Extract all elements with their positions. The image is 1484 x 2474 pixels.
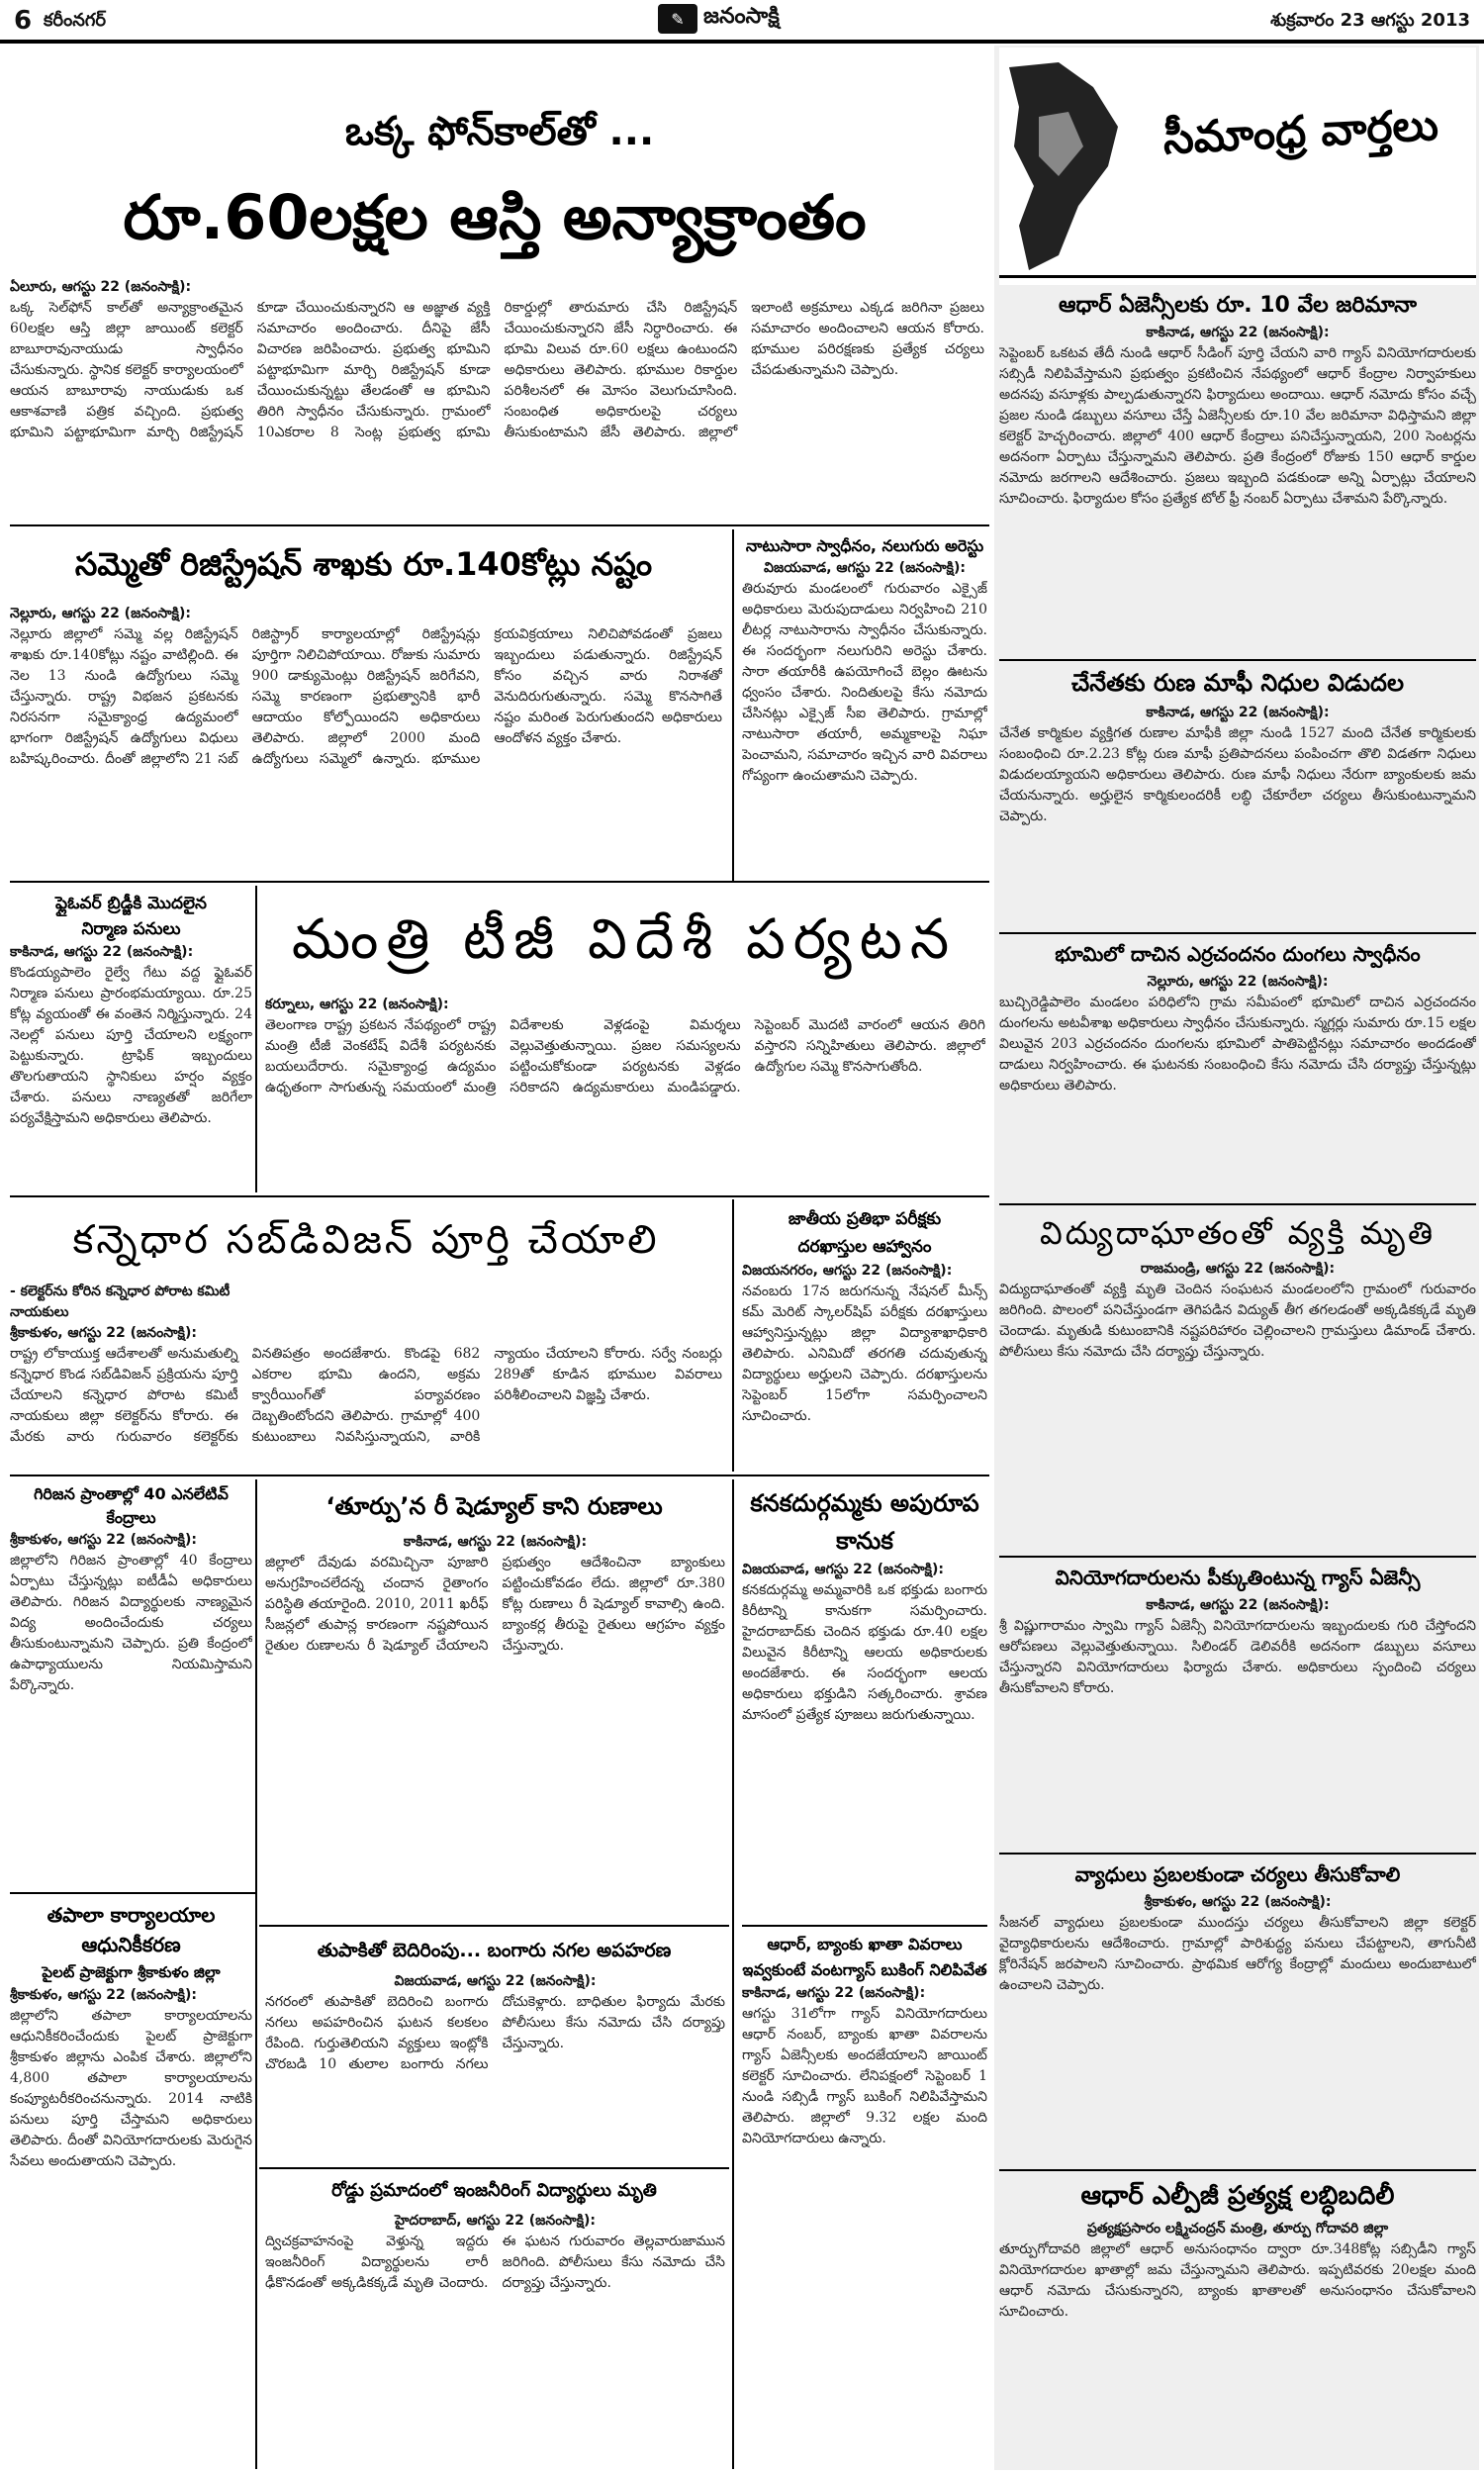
masthead-logo <box>658 4 780 34</box>
story-body: బుచ్చిరెడ్డిపాలెం మండలం పరిధిలోని గ్రామ సమీపంలో భూమిలో దాచిన ఎర్రచందనం దుంగలను అటవీశాఖ అధికారులు స్వాధీనం చేసుకున్నారు. స్మగ్లర్లు సుమారు రూ.15 లక్షల విలువైన 203 ఎర్రచందనం దుంగలను భూమిలో పాతిపెట్టినట్లు సమాచారం అందడంతో దాడులు నిర్వహించారు. ఈ ఘటనకు సంబంధించి కేసు నమోదు చేసి దర్యాప్తు చేస్తున్నట్లు అధికారులు తెలిపారు. <box>999 995 1476 1094</box>
dateline: కాకినాడ, ఆగస్టు 22 (జనంసాక్షి): <box>1146 1597 1330 1613</box>
header-rule <box>0 40 1484 44</box>
dateline: శ్రీకాకుళం, ఆగస్టు 22 (జనంసాక్షి): <box>10 1532 197 1548</box>
loans-story <box>265 1532 725 1918</box>
divider <box>999 1853 1476 1855</box>
story-body: శ్రీ విష్ణుగారామం స్వామి గ్యాస్‌ ఏజెన్సీ వినియోగదారులను ఇబ్బందులకు గురి చేస్తోందని ఆరోపణలు వెల్లువెత్తుతున్నాయి. సిలిండర్‌ డెలివరీకి అదనంగా డబ్బులు వసూలు చేస్తున్నారని వినియోగదారులు ఫిర్యాదు చేశారు. అధికారులు స్పందించి చర్యలు తీసుకోవాలని కోరారు. <box>999 1618 1476 1696</box>
sidebar-story-handloom-loans <box>999 663 1476 931</box>
story-kicker: జాతీయ ప్రతిభా పరీక్షకు <box>788 1209 942 1229</box>
story-body: సీజనల్‌ వ్యాధులు ప్రబలకుండా ముందస్తు చర్యలు తీసుకోవాలని జిల్లా కలెక్టర్‌ వైద్యాధికారులను ఆదేశించారు. గ్రామాల్లో పారిశుద్ధ్య పనులు చేపట్టాలని, తాగునీటి క్లోరినేషన్‌ జరపాలని సూచించారు. ప్రాథమిక ఆరోగ్య కేంద్రాల్లో మందులు అందుబాటులో ఉంచాలని చెప్పారు. <box>999 1915 1476 1993</box>
dateline: విజయవాడ, ఆగస్టు 22 (జనంసాక్షి): <box>742 1562 944 1577</box>
story-kicker: పైలట్‌ ప్రాజెక్టుగా శ్రీకాకుళం జిల్లా <box>42 1963 221 1981</box>
minister-headline: మంత్రి టీజీ విదేశీ పర్యటన <box>291 907 958 972</box>
story-body: తూర్పుగోదావరి జిల్లాలో ఆధార్‌ అనుసంధానం ద్వారా రూ.348కోట్ల సబ్సిడీని గ్యాస్‌ వినియోగదారుల ఖాతాల్లో జమ చేస్తున్నామని తెలిపారు. ఇప్పటివరకు 20లక్షల మంది ఆధార్‌ నమోదు చేసుకున్నారని, బ్యాంకు ఖాతాలతో అనుసంధానం చేసుకోవాలని సూచించారు. <box>999 2241 1476 2320</box>
story-kicker: - కలెక్టర్‌ను కోరిన కన్నెధార పోరాట కమిటీ నాయకులు <box>10 1284 231 1320</box>
registration-story <box>10 604 722 871</box>
story-headline: తపాలా కార్యాలయాల ఆధునికీకరణ <box>46 1903 216 1956</box>
issue-date: శుక్రవారం 23 ఆగస్టు 2013 <box>1270 10 1470 31</box>
story-body: విద్యుదాఘాతంతో వ్యక్తి మృతి చెందిన సంఘటన మండలంలోని గ్రామంలో గురువారం జరిగింది. పొలంలో పనిచేస్తుండగా తెగిపడిన విద్యుత్‌ తీగ తగలడంతో అక్కడికక్కడే మృతి చెందాడు. మృతుడి కుటుంబానికి నష్టపరిహారం చెల్లించాలని గ్రామస్తులు డిమాండ్‌ చేశారు. పోలీసులు కేసు నమోదు చేసి దర్యాప్తు చేస్తున్నారు. <box>999 1282 1476 1360</box>
story-body: ద్విచక్రవాహనంపై వెళ్తున్న ఇద్దరు ఇంజనీరింగ్‌ విద్యార్థులను లారీ ఢీకొనడంతో అక్కడికక్కడే మృతి చెందారు. ఈ ఘటన గురువారం తెల్లవారుజామున జరిగింది. పోలీసులు కేసు నమోదు చేసి దర్యాప్తు చేస్తున్నారు. <box>265 2234 725 2291</box>
story-headline: కనకదుర్గమ్మకు అపురూప కానుక <box>750 1489 979 1555</box>
story-kicker: ఫ్లైఓవర్‌ బ్రిడ్జీకి మొదలైన <box>55 894 207 913</box>
dateline: విజయనగరం, ఆగస్టు 22 (జనంసాక్షి): <box>742 1263 953 1279</box>
dateline: కాకినాడ, ఆగస్టు 22 (జనంసాక్షి): <box>10 944 194 960</box>
divider <box>10 1475 989 1476</box>
divider <box>10 1195 989 1197</box>
column-rule <box>732 1479 734 2469</box>
state-map-icon <box>999 57 1128 275</box>
story-body: ఒక్క సెల్‌ఫోన్‌ కాల్‌తో అన్యాక్రాంతమైన 60లక్షల ఆస్తి జిల్లా జాయింట్‌ కలెక్టర్‌ బాబూరావునాయుడు స్వాధీనం చేసుకున్నారు. స్థానిక కలెక్టర్‌ కార్యాలయంలో ఆయన బాబూరావు నాయుడుకు ఒక ఆకాశవాణి పత్రిక వచ్చింది. ప్రభుత్వ భూమిని పట్టాభూమిగా మార్చి రిజిస్ట్రేషన్‌ కూడా చేయించుకున్నారని ఆ అజ్ఞాత వ్యక్తి సమాచారం అందించారు. దీనిపై జేసీ విచారణ జరిపించారు. ప్రభుత్వ భూమిని పట్టాభూమిగా మార్చి రిజిస్ట్రేషన్‌ కూడా చేయించుకున్నట్టు తేలడంతో ఆ భూమిని తిరిగి స్వాధీనం చేసుకున్నారు. గ్రామంలో 10ఎకరాల 8 సెంట్ల ప్రభుత్వ భూమి రికార్డుల్లో తారుమారు చేసి రిజిస్ట్రేషన్‌ చేయించుకున్నారని జేసీ నిర్ధారించారు. ఈ భూమి విలువ రూ.60 లక్షలు ఉంటుందని అధికారులు తెలిపారు. భూముల రికార్డుల పరిశీలనలో ఈ మోసం వెలుగుచూసింది. సంబంధిత అధికారులపై చర్యలు తీసుకుంటామని జేసీ తెలిపారు. జిల్లాలో ఇలాంటి అక్రమాలు ఎక్కడ జరిగినా ప్రజలు సమాచారం అందించాలని ఆయన కోరారు. భూముల పరిరక్షణకు ప్రత్యేక చర్యలు చేపడుతున్నామని చెప్పారు. <box>10 300 984 440</box>
story-body: కొండయ్యపాలెం రైల్వే గేటు వద్ద ఫ్లైఓవర్‌ నిర్మాణ పనులు ప్రారంభమయ్యాయి. రూ.25 కోట్ల వ్యయంతో ఈ వంతెన నిర్మిస్తున్నారు. 24 నెలల్లో పనులు పూర్తి చేయాలని లక్ష్యంగా పెట్టుకున్నారు. ట్రాఫిక్‌ ఇబ్బందులు తొలగుతాయని స్థానికులు హర్షం వ్యక్తం చేశారు. పనులు నాణ్యతతో జరిగేలా పర్యవేక్షిస్తామని అధికారులు తెలిపారు. <box>10 965 252 1126</box>
story-headline: ఆధార్‌ ఏజెన్సీలకు రూ. 10 వేల జరిమానా <box>1058 293 1418 318</box>
registration-headline: సమ్మెతో రిజిస్ట్రేషన్‌ శాఖకు రూ.140కోట్లు నష్టం <box>74 545 653 583</box>
sidebar-story-diseases <box>999 1856 1476 2162</box>
sidebar-story-lpg-dbt <box>999 2173 1476 2447</box>
dateline: కాకినాడ, ఆగస్టు 22 (జనంసాక్షి): <box>403 1534 588 1550</box>
story-headline: ఆధార్‌ ఎల్పీజీ ప్రత్యక్ష లబ్ధిబదిలీ <box>1080 2181 1395 2211</box>
dateline: రాజమండ్రి, ఆగస్టు 22 (జనంసాక్షి): <box>1140 1261 1336 1277</box>
column-rule <box>732 529 734 881</box>
dateline: శ్రీకాకుళం, ఆగస్టు 22 (జనంసాక్షి): <box>1144 1894 1332 1910</box>
story-body: జిల్లాలో దేవుడు వరమిచ్చినా పూజారి అనుగ్రహించలేదన్న చందాన రైతాంగం పరిస్థితి తయారైంది. 2010, 2011 ఖరీఫ్‌ సీజన్లలో తుపాన్ల కారణంగా నష్టపోయిన రైతుల రుణాలను రీ షెడ్యూల్‌ చేయాలని ప్రభుత్వం ఆదేశించినా బ్యాంకులు పట్టించుకోవడం లేదు. జిల్లాలో రూ.380 కోట్ల రుణాలు రీ షెడ్యూల్‌ కావాల్సి ఉంది. బ్యాంకర్ల తీరుపై రైతులు ఆగ్రహం వ్యక్తం చేస్తున్నారు. <box>265 1555 725 1654</box>
dateline: కర్నూలు, ఆగస్టు 22 (జనంసాక్షి): <box>265 997 449 1012</box>
kannedhara-headline: కన్నెధార సబ్‌డివిజన్‌ పూర్తి చేయాలి <box>72 1217 660 1263</box>
dateline: శ్రీకాకుళం, ఆగస్టు 22 (జనంసాక్షి): <box>10 1325 197 1341</box>
logo-icon: ✎ <box>658 4 697 34</box>
story-body: చేనేత కార్మికుల వ్యక్తిగత రుణాల మాఫీకి జిల్లా నుండి 1527 మంది చేనేత కార్మికులకు సంబంధించి రూ.2.23 కోట్ల రుణ మాఫీ ప్రతిపాదనలు పంపించగా తొలి విడతగా నిధులు విడుదలయ్యాయని అధికారులు తెలిపారు. రుణ మాఫీ నిధులు నేరుగా బ్యాంకులకు జమ చేయనున్నారు. అర్హులైన కార్మికులందరికీ లబ్ధి చేకూరేలా చర్యలు తీసుకుంటున్నామని చెప్పారు. <box>999 725 1476 824</box>
story-headline: వినియోగదారులను పీక్కుతింటున్న గ్యాస్‌ ఏజెన్సీ <box>1055 1566 1421 1589</box>
dateline: విజయవాడ, ఆగస్టు 22 (జనంసాక్షి): <box>394 1973 597 1989</box>
divider <box>10 1892 255 1894</box>
tapala-story <box>10 1900 252 2464</box>
story-headline: విద్యుదాఘాతంతో వ్యక్తి మృతి <box>1039 1214 1437 1252</box>
story-body: తెలంగాణ రాష్ట్ర ప్రకటన నేపథ్యంలో రాష్ట్ర మంత్రి టీజీ వెంకటేష్‌ విదేశీ పర్యటనకు బయలుదేరారు. సమైక్యాంధ్ర ఉద్యమం ఉధృతంగా సాగుతున్న సమయంలో మంత్రి విదేశాలకు వెళ్లడంపై విమర్శలు వెల్లువెత్తుతున్నాయి. ప్రజల సమస్యలను పట్టించుకోకుండా పర్యటనకు వెళ్లడం సరికాదని ఉద్యమకారులు మండిపడ్డారు. సెప్టెంబర్‌ మొదటి వారంలో ఆయన తిరిగి వస్తారని సన్నిహితులు తెలిపారు. జిల్లాలో ఉద్యోగుల సమ్మె కొనసాగుతోంది. <box>265 1017 985 1095</box>
divider <box>999 1556 1476 1558</box>
dateline: విజయవాడ, ఆగస్టు 22 (జనంసాక్షి): <box>764 560 966 576</box>
logo-text: జనంసాక్షి <box>703 4 780 29</box>
divider <box>742 1925 987 1927</box>
story-body: తిరువూరు మండలంలో గురువారం ఎక్సైజ్‌ అధికారులు మెరుపుదాడులు నిర్వహించి 210 లీటర్ల నాటుసారాను స్వాధీనం చేసుకున్నారు. ఈ సందర్భంగా నలుగురిని అరెస్టు చేశారు. సారా తయారీకి ఉపయోగించే బెల్లం ఊటను ధ్వంసం చేశారు. నిందితులపై కేసు నమోదు చేసినట్లు ఎక్సైజ్‌ సీఐ తెలిపారు. గ్రామాల్లో నాటుసారా తయారీ, అమ్మకాలపై నిఘా పెంచామని, సమాచారం ఇచ్చిన వారి వివరాలు గోప్యంగా ఉంచుతామని చెప్పారు. <box>742 581 987 784</box>
story-headline: ఆధార్‌, బ్యాంకు ఖాతా వివరాలు ఇవ్వకుంటే వంటగ్యాస్‌ బుకింగ్‌ నిలిపివేత <box>742 1935 987 1979</box>
kannedhara-story <box>10 1282 722 1465</box>
story-headline: దరఖాస్తుల ఆహ్వానం <box>797 1237 932 1257</box>
page-header <box>0 0 1484 40</box>
story-body: రాష్ట్ర లోకాయుక్త ఆదేశాలతో అనుమతుల్ని కన్నెధార కొండ సబ్‌డివిజన్‌ ప్రక్రియను పూర్తి చేయాలని కన్నెధార పోరాట కమిటీ నాయకులు జిల్లా కలెక్టర్‌ను కోరారు. ఈ మేరకు వారు గురువారం కలెక్టర్‌కు వినతిపత్రం అందజేశారు. కొండపై 682 ఎకరాల భూమి ఉందని, అక్రమ క్వారీయింగ్‌తో పర్యావరణం దెబ్బతింటోందని తెలిపారు. గ్రామాల్లో 400 కుటుంబాలు నివసిస్తున్నాయని, వారికి న్యాయం చేయాలని కోరారు. సర్వే నంబర్లు 289తో కూడిన భూముల వివరాలు పరిశీలించాలని విజ్ఞప్తి చేశారు. <box>10 1346 722 1445</box>
story-headline: గిరిజన ప్రాంతాల్లో 40 ఎనలేటివ్‌ కేంద్రాలు <box>34 1484 229 1527</box>
loans-headline: ‘తూర్పు’న రీ షెడ్యూల్‌ కాని రుణాలు <box>325 1492 663 1520</box>
dateline: కాకినాడ, ఆగస్టు 22 (జనంసాక్షి): <box>742 1985 926 2001</box>
gas-booking-story <box>742 1932 987 2466</box>
divider <box>999 1203 1476 1205</box>
dateline: శ్రీకాకుళం, ఆగస్టు 22 (జనంసాక్షి): <box>10 1987 197 2003</box>
threat-headline: తుపాకితో బెదిరింపు... బంగారు నగల అపహరణ <box>317 1940 672 1961</box>
accident-headline: రోడ్డు ప్రమాదంలో ఇంజనీరింగ్‌ విద్యార్థులు మృతి <box>331 2180 657 2201</box>
flyover-story <box>10 891 252 1183</box>
column-rule <box>255 1479 257 2469</box>
story-headline: భూమిలో దాచిన ఎర్రచందనం దుంగలు స్వాధీనం <box>1055 942 1421 966</box>
story-body: సెప్టెంబర్‌ ఒకటవ తేదీ నుండి ఆధార్‌ సీడింగ్‌ పూర్తి చేయని వారి గ్యాస్‌ వినియోగదారులకు సబ్సిడీ నిలిపివేస్తామని ప్రభుత్వం ప్రకటించిన నేపథ్యంలో ఆధార్‌ కేంద్రాల నిర్వాహకులు అదనపు వసూళ్లకు పాల్పడుతున్నారని ఫిర్యాదులు అందాయి. ఆధార్‌ నమోదు కోసం వచ్చే ప్రజల నుండి డబ్బులు వసూలు చేస్తే ఏజెన్సీలకు రూ.10 వేల జరిమానా విధిస్తామని జిల్లా కలెక్టర్‌ హెచ్చరించారు. జిల్లాలో 400 ఆధార్‌ కేంద్రాలు పనిచేస్తున్నాయని, 200 సెంటర్లను అదనంగా ఏర్పాటు చేస్తున్నామని తెలిపారు. ప్రతి కేంద్రంలో రోజుకు 150 ఆధార్‌ కార్డుల నమోదు జరగాలని ఆదేశించారు. ప్రజలు ఇబ్బంది పడకుండా అన్ని ఏర్పాట్లు చేయాలని సూచించారు. ఫిర్యాదుల కోసం ప్రత్యేక టోల్‌ ఫ్రీ నంబర్‌ ఏర్పాటు చేశామని పేర్కొన్నారు. <box>999 345 1476 507</box>
dateline: నెల్లూరు, ఆగస్టు 22 (జనంసాక్షి): <box>10 606 191 621</box>
story-body: నవంబరు 17న జరుగనున్న నేషనల్‌ మీన్స్‌ కమ్‌ మెరిట్‌ స్కాలర్‌షిప్‌ పరీక్షకు దరఖాస్తులు ఆహ్వానిస్తున్నట్లు జిల్లా విద్యాశాఖాధికారి తెలిపారు. ఎనిమిదో తరగతి చదువుతున్న విద్యార్థులు అర్హులని చెప్పారు. దరఖాస్తులను సెప్టెంబర్‌ 15లోగా సమర్పించాలని సూచించారు. <box>742 1284 987 1424</box>
story-body: కనకదుర్గమ్మ అమ్మవారికి ఒక భక్తుడు బంగారు కిరీటాన్ని కానుకగా సమర్పించారు. హైదరాబాద్‌కు చెందిన భక్తుడు రూ.40 లక్షల విలువైన కిరీటాన్ని ఆలయ అధికారులకు అందజేశారు. ఈ సందర్భంగా ఆలయ అధికారులు భక్తుడిని సత్కరించారు. శ్రావణ మాసంలో ప్రత్యేక పూజలు జరుగుతున్నాయి. <box>742 1582 987 1723</box>
kanaka-story <box>742 1484 987 1920</box>
story-body: ఆగస్టు 31లోగా గ్యాస్‌ వినియోగదారులు ఆధార్‌ నంబర్‌, బ్యాంకు ఖాతా వివరాలను గ్యాస్‌ ఏజెన్సీలకు అందజేయాలని జాయింట్‌ కలెక్టర్‌ సూచించారు. లేనిపక్షంలో సెప్టెంబర్‌ 1 నుండి సబ్సిడీ గ్యాస్‌ బుకింగ్‌ నిలిపివేస్తామని తెలిపారు. జిల్లాలో 9.32 లక్షల మంది వినియోగదారులు ఉన్నారు. <box>742 2006 987 2146</box>
main-headline: రూ.60లక్షల ఆస్తి అన్యాక్రాంతం <box>123 181 867 253</box>
dateline: కాకినాడ, ఆగస్టు 22 (జనంసాక్షి): <box>1146 325 1330 340</box>
sidebar-story-electrocution <box>999 1207 1476 1547</box>
story-body: జిల్లాలోని తపాలా కార్యాలయాలను ఆధునికీకరించేందుకు పైలట్‌ ప్రాజెక్టుగా శ్రీకాకుళం జిల్లాను ఎంపిక చేశారు. జిల్లాలోని 4,800 తపాలా కార్యాలయాలను కంప్యూటరీకరించనున్నారు. 2014 నాటికి పనులు పూర్తి చేస్తామని అధికారులు తెలిపారు. దీంతో వినియోగదారులకు మెరుగైన సేవలు అందుతాయని చెప్పారు. <box>10 2008 252 2169</box>
column-rule <box>732 1199 734 1472</box>
story-body: నగరంలో తుపాకితో బెదిరించి బంగారు నగలు అపహరించిన ఘటన కలకలం రేపింది. గుర్తుతెలియని వ్యక్తులు ఇంట్లోకి చొరబడి 10 తులాల బంగారు నగలు దోచుకెళ్లారు. బాధితుల ఫిర్యాదు మేరకు పోలీసులు కేసు నమోదు చేసి దర్యాప్తు చేస్తున్నారు. <box>265 1994 725 2072</box>
banner-underline <box>999 275 1476 278</box>
divider <box>10 881 989 883</box>
main-story-body <box>10 277 984 520</box>
seemandhra-title: సీమాంధ్ర వార్తలు <box>1161 99 1440 165</box>
girijan-story <box>10 1482 252 1888</box>
page-number: 6 <box>14 6 33 36</box>
dateline: హైదరాబాద్‌, ఆగస్టు 22 (జనంసాక్షి): <box>394 2213 597 2229</box>
sidebar-story-redsanders <box>999 936 1476 1200</box>
divider <box>999 2169 1476 2171</box>
dateline: నెల్లూరు, ఆగస్టు 22 (జనంసాక్షి): <box>1147 974 1329 990</box>
story-headline: చేనేతకు రుణ మాఫీ నిధుల విడుదల <box>1071 669 1404 697</box>
pratibha-story <box>742 1205 987 1468</box>
dateline: కాకినాడ, ఆగస్టు 22 (జనంసాక్షి): <box>1146 705 1330 720</box>
sidebar-story-gas-agency <box>999 1560 1476 1845</box>
divider <box>259 1925 729 1927</box>
natusara-story <box>742 534 987 876</box>
story-body: జిల్లాలోని గిరిజన ప్రాంతాల్లో 40 కేంద్రాలు ఏర్పాటు చేస్తున్నట్లు ఐటీడీఏ అధికారులు తెలిపారు. గిరిజన విద్యార్థులకు నాణ్యమైన విద్య అందించేందుకు చర్యలు తీసుకుంటున్నామని చెప్పారు. ప్రతి కేంద్రంలో ఉపాధ్యాయులను నియమిస్తామని పేర్కొన్నారు. <box>10 1553 252 1693</box>
story-headline: నాటుసారా స్వాధీనం, నలుగురు అరెస్టు <box>745 536 984 555</box>
story-body: నెల్లూరు జిల్లాలో సమ్మె వల్ల రిజిస్ట్రేషన్‌ శాఖకు రూ.140కోట్లు నష్టం వాటిల్లింది. ఈ నెల 13 నుండి ఉద్యోగులు సమ్మె చేస్తున్నారు. రాష్ట్ర విభజన ప్రకటనకు నిరసనగా సమైక్యాంధ్ర ఉద్యమంలో భాగంగా రిజిస్ట్రేషన్‌ ఉద్యోగులు విధులు బహిష్కరించారు. దీంతో జిల్లాలోని 21 సబ్‌ రిజిస్ట్రార్‌ కార్యాలయాల్లో రిజిస్ట్రేషన్లు పూర్తిగా నిలిచిపోయాయి. రోజుకు సుమారు 900 డాక్యుమెంట్లు రిజిస్ట్రేషన్‌ జరిగేవని, సమ్మె కారణంగా ప్రభుత్వానికి భారీ ఆదాయం కోల్పోయిందని అధికారులు తెలిపారు. జిల్లాలో 2000 మంది ఉద్యోగులు సమ్మెలో ఉన్నారు. భూముల క్రయవిక్రయాలు నిలిచిపోవడంతో ప్రజలు ఇబ్బందులు పడుతున్నారు. రిజిస్ట్రేషన్‌ కోసం వచ్చిన వారు నిరాశతో వెనుదిరుగుతున్నారు. సమ్మె కొనసాగితే నష్టం మరింత పెరుగుతుందని అధికారులు ఆందోళన వ్యక్తం చేశారు. <box>10 626 722 767</box>
divider <box>999 932 1476 934</box>
main-kicker: ఒక్క ఫోన్‌కాల్‌తో ... <box>344 109 655 154</box>
accident-story <box>265 2211 725 2458</box>
column-rule <box>255 886 257 1192</box>
sidebar-story-aadhaar-fine <box>999 289 1476 655</box>
dateline: ప్రత్యక్షప్రసారం లక్ష్మిచంద్రన్ మంత్రి, తూర్పు గోదావరి జిల్లా <box>1086 2221 1389 2236</box>
dateline: ఏలూరు, ఆగస్టు 22 (జనంసాక్షి): <box>10 279 192 295</box>
divider <box>999 659 1476 661</box>
seemandhra-banner <box>999 48 1476 285</box>
threat-story <box>265 1971 725 2159</box>
story-headline: నిర్మాణ పనులు <box>81 919 181 939</box>
minister-story <box>265 995 985 1188</box>
section-name: కరీంనగర్ <box>44 10 106 31</box>
divider <box>10 524 989 526</box>
story-headline: వ్యాధులు ప్రబలకుండా చర్యలు తీసుకోవాలి <box>1074 1862 1401 1886</box>
divider <box>259 2167 729 2169</box>
